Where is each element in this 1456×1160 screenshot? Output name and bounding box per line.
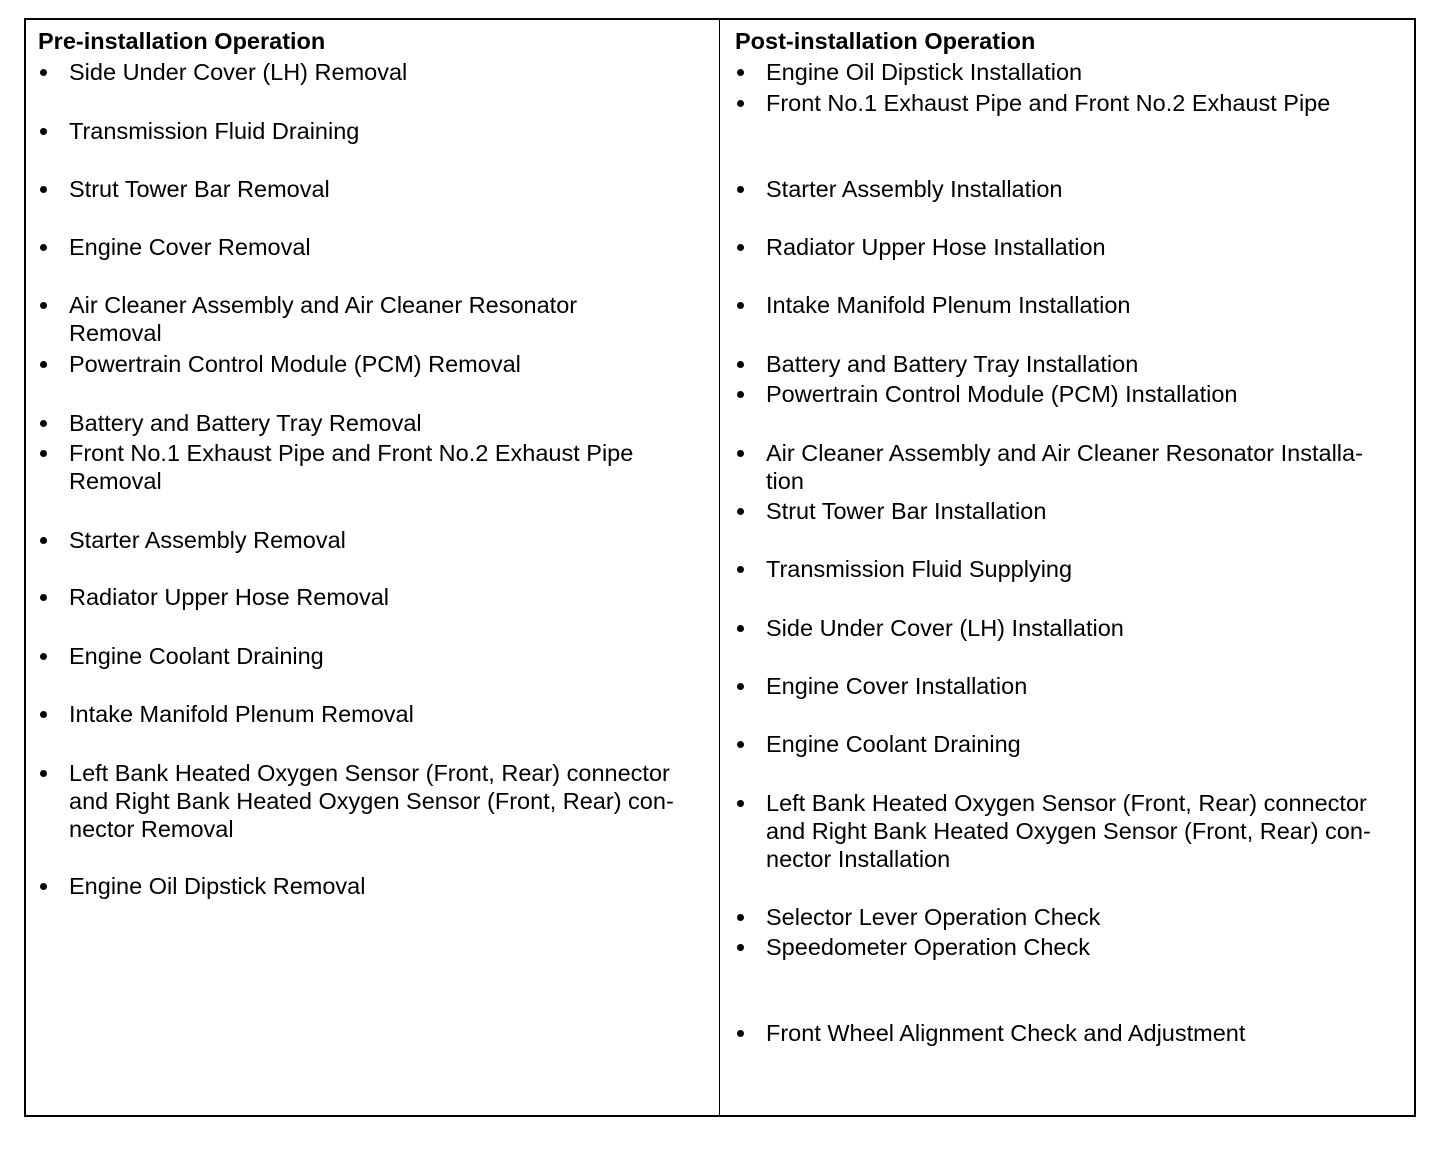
- list-item-text: Intake Manifold Plenum Installation: [766, 292, 1131, 318]
- list-item-text: Left Bank Heated Oxygen Sensor (Front, Rear) connector and Right Bank Heated Oxygen Sensor (Front, Rear) con- nector Installation: [766, 790, 1371, 872]
- bullet-icon: [735, 350, 755, 378]
- bullet-icon: [735, 730, 755, 758]
- bullet-icon: [38, 409, 58, 437]
- bullet-icon: [38, 759, 58, 787]
- list-item-text: Front No.1 Exhaust Pipe and Front No.2 Exhaust Pipe: [766, 90, 1331, 116]
- bullet-icon: [735, 497, 755, 525]
- list-item-text: Side Under Cover (LH) Removal: [69, 59, 408, 85]
- bullet-icon: [735, 380, 755, 408]
- bullet-icon: [38, 350, 58, 378]
- list-item-text: Engine Oil Dipstick Installation: [766, 59, 1083, 85]
- list-item-text: Side Under Cover (LH) Installation: [766, 615, 1124, 641]
- list-item-text: Engine Oil Dipstick Removal: [69, 873, 366, 899]
- bullet-icon: [735, 672, 755, 700]
- bullet-icon: [38, 233, 58, 261]
- list-item-text: Front No.1 Exhaust Pipe and Front No.2 Exhaust Pipe Removal: [69, 440, 634, 494]
- bullet-icon: [38, 175, 58, 203]
- list-item-text: Transmission Fluid Draining: [69, 118, 360, 144]
- list-item-text: Speedometer Operation Check: [766, 934, 1090, 960]
- bullet-icon: [735, 933, 755, 961]
- list-item-text: Front Wheel Alignment Check and Adjustment: [766, 1020, 1246, 1046]
- list-item-text: Left Bank Heated Oxygen Sensor (Front, Rear) connector and Right Bank Heated Oxygen Sensor (Front, Rear) con- nector Removal: [69, 760, 674, 842]
- bullet-icon: [38, 526, 58, 554]
- bullet-icon: [735, 1019, 755, 1047]
- bullet-icon: [38, 58, 58, 86]
- bullet-icon: [735, 789, 755, 817]
- pre-installation-heading: Pre-installation Operation: [38, 28, 326, 54]
- list-item-text: Starter Assembly Installation: [766, 176, 1063, 202]
- bullet-icon: [38, 117, 58, 145]
- list-item-text: Engine Cover Installation: [766, 673, 1028, 699]
- list-item-text: Selector Lever Operation Check: [766, 904, 1101, 930]
- list-item-text: Engine Cover Removal: [69, 234, 311, 260]
- column-divider: [719, 18, 720, 1117]
- bullet-icon: [735, 291, 755, 319]
- bullet-icon: [735, 439, 755, 467]
- bullet-icon: [38, 700, 58, 728]
- bullet-icon: [38, 439, 58, 467]
- list-item-text: Powertrain Control Module (PCM) Installation: [766, 381, 1238, 407]
- bullet-icon: [735, 614, 755, 642]
- post-installation-heading: Post-installation Operation: [735, 28, 1036, 54]
- list-item-text: Air Cleaner Assembly and Air Cleaner Resonator Installa- tion: [766, 440, 1363, 494]
- list-item-text: Transmission Fluid Supplying: [766, 556, 1073, 582]
- bullet-icon: [38, 642, 58, 670]
- list-item-text: Engine Coolant Draining: [766, 731, 1021, 757]
- bullet-icon: [735, 555, 755, 583]
- bullet-icon: [735, 903, 755, 931]
- bullet-icon: [38, 291, 58, 319]
- bullet-icon: [735, 233, 755, 261]
- bullet-icon: [735, 89, 755, 117]
- list-item-text: Strut Tower Bar Removal: [69, 176, 330, 202]
- bullet-icon: [735, 175, 755, 203]
- list-item-text: Starter Assembly Removal: [69, 527, 346, 553]
- bullet-icon: [38, 583, 58, 611]
- bullet-icon: [735, 58, 755, 86]
- bullet-icon: [38, 872, 58, 900]
- list-item-text: Powertrain Control Module (PCM) Removal: [69, 351, 521, 377]
- list-item-text: Engine Coolant Draining: [69, 643, 324, 669]
- list-item-text: Radiator Upper Hose Removal: [69, 584, 390, 610]
- list-item-text: Battery and Battery Tray Removal: [69, 410, 422, 436]
- list-item-text: Battery and Battery Tray Installation: [766, 351, 1139, 377]
- list-item-text: Radiator Upper Hose Installation: [766, 234, 1106, 260]
- list-item-text: Strut Tower Bar Installation: [766, 498, 1047, 524]
- list-item-text: Intake Manifold Plenum Removal: [69, 701, 414, 727]
- list-item-text: Air Cleaner Assembly and Air Cleaner Resonator Removal: [69, 292, 578, 346]
